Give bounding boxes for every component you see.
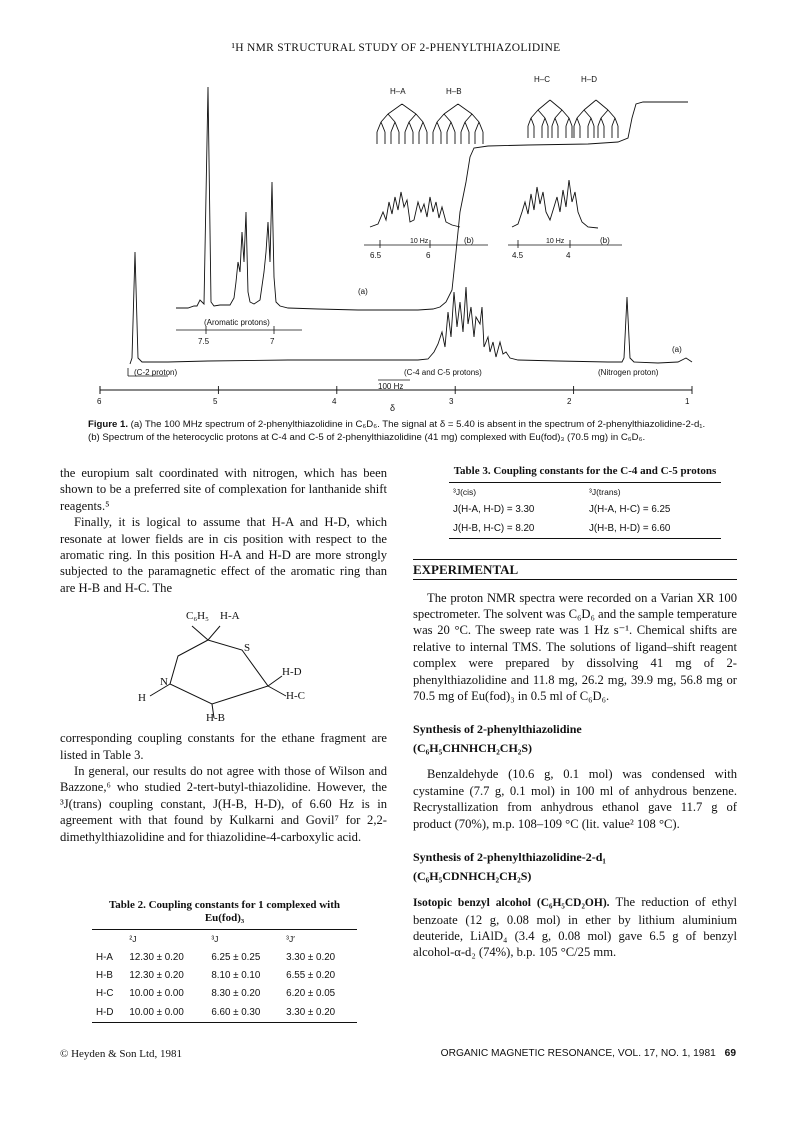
inset-b1-tag: (b): [464, 236, 474, 245]
axis-label-delta: δ: [390, 403, 396, 412]
table-cell: H-A: [96, 951, 113, 963]
nitrogen-label: (Nitrogen proton): [598, 368, 659, 377]
inset-b2-tag: (b): [600, 236, 610, 245]
synthesis-1-paragraph: Benzaldehyde (10.6 g, 0.1 mol) was condensed with cystamine (7.7 g, 0.1 mol) in 100 ml of anhydrous benzene. Recrystallization from anhydrous ethanol gave 11.7 g of product (70%), m.p. 108–109 °C (lit. value² 108 °C).: [413, 767, 737, 831]
right-column: [413, 465, 737, 961]
synthesis-2-text: The reduction of ethyl benzoate (12 g, 0.08 mol) in ether by lithium aluminium deuteride, LiAlD₄ (3.4 g, 0.08 mol) gave 6.5 g of benzyl alcohol-α-d₂ (74%), b.p. 105 °C/25 mm.: [413, 895, 737, 960]
table-3-header: ³J(trans): [589, 487, 621, 497]
table-cell: J(H-A, H-C) = 6.25: [589, 504, 671, 516]
running-head: ¹H NMR STRUCTURAL STUDY OF 2-PHENYLTHIAZOLIDINE: [231, 42, 561, 54]
figure-caption: [88, 419, 708, 444]
table-2-header: ²J: [129, 934, 137, 945]
inset-b1-trace: [370, 192, 460, 227]
struct-c6h5: C₆H₅: [186, 610, 209, 623]
left-paragraph-4: In general, our results do not agree with those of Wilson and Bazzone,⁶ who studied 2-tert-butyl-thiazolidine. However, the ³J(trans) coupling constant, J(H-B, H-D), of 6.60 Hz is in agreement with that found by Kulkarni and Govil⁷ for 2,2-dimethylthiazolidine and for thiazolidine-4-carboxylic acid.: [60, 764, 387, 844]
inset-b2-trace: [512, 180, 598, 228]
page-number: 69: [724, 1048, 736, 1059]
table-cell: 8.30 ± 0.20: [211, 988, 261, 1000]
splitting-tree-ha: [377, 104, 427, 144]
table-row: [449, 520, 721, 539]
aromatic-label: (Aromatic protons): [204, 318, 270, 327]
table-cell: 12.30 ± 0.20: [129, 951, 184, 963]
footer-copyright: © Heyden & Son Ltd, 1981: [60, 1048, 183, 1060]
experimental-heading-block: [413, 559, 737, 579]
inset-b1-hz: 10 Hz: [410, 238, 429, 245]
table-3-title: Table 3. Coupling constants for the C-4 and C-5 protons: [453, 465, 717, 477]
table-2-title: Table 2. Coupling constants for 1 complexed with Eu(fod)₃: [108, 899, 341, 925]
table-cell: 12.30 ± 0.20: [129, 969, 184, 981]
footer-journal-name: ORGANIC MAGNETIC RESONANCE, VOL. 17, NO. 1, 1981: [440, 1048, 716, 1059]
table-3: [449, 465, 721, 539]
left-paragraph-1: the europium salt coordinated with nitrogen, which has been shown to be a preferred site of complexation for lanthanide shift reagents.⁵: [60, 466, 387, 513]
table-cell: H-C: [96, 988, 114, 1000]
table-cell: H-B: [96, 969, 113, 981]
synthesis-2-formula: (C₆H₅CDNHCH₂CH₂S): [413, 869, 532, 884]
hz100-label: 100 Hz: [378, 382, 404, 391]
table-cell: J(H-A, H-D) = 3.30: [453, 504, 535, 516]
splitting-tree-hb: [433, 104, 483, 144]
trace-a-tag: (a): [358, 287, 368, 296]
table-row: [92, 985, 357, 1003]
struct-hb: H-B: [206, 712, 225, 725]
label-hd: H–D: [581, 75, 598, 84]
table-2-header: [92, 930, 125, 949]
table-cell: H-D: [96, 1006, 114, 1018]
inset-b1-tick-1: 6: [426, 251, 431, 260]
nmr-spectrum-figure: [88, 62, 708, 412]
table-cell: 6.60 ± 0.30: [211, 1006, 261, 1018]
experimental-heading: EXPERIMENTAL: [413, 562, 519, 578]
left-paragraph-2: Finally, it is logical to assume that H-A and H-D, which resonate at lower fields are in cis position with respect to the aromatic ring. In this position H-A and H-D are more strongly subjected to the paramagnetic effect of the aromatic ring than are H-B and H-C. The: [60, 515, 387, 595]
thiazolidine-structure: [60, 604, 387, 725]
table-3-grid: [449, 482, 721, 539]
c4c5-label: (C-4 and C-5 protons): [404, 368, 482, 377]
table-cell: 3.30 ± 0.20: [286, 1006, 336, 1018]
axis-tick-6: 6: [97, 397, 102, 406]
axis-tick-2: 2: [567, 397, 572, 406]
table-row: [92, 967, 357, 985]
struct-h: H: [138, 692, 146, 705]
table-2-header: ³J: [211, 934, 219, 945]
struct-hd: H-D: [282, 666, 302, 679]
splitting-tree-hd: [574, 100, 618, 138]
caption-text: (a) The 100 MHz spectrum of 2-phenylthiazolidine in C₆D₆. The signal at δ = 5.40 is absent in the spectrum of 2-phenylthiazolidine-2-d₁. (b) Spectrum of the heterocyclic protons at C-4 and C-5 of 2-phenylthiazolidine (41 mg) complexed with Eu(fod)₃ (70.5 mg) in C₆D₆.: [88, 419, 706, 443]
table-cell: 8.10 ± 0.10: [211, 969, 261, 981]
synthesis-2-heading: Synthesis of 2-phenylthiazolidine-2-d₁: [413, 850, 606, 865]
label-ha: H–A: [390, 87, 406, 96]
axis-tick-5: 5: [213, 397, 218, 406]
table-cell: 3.30 ± 0.20: [286, 951, 336, 963]
label-hc: H–C: [534, 75, 551, 84]
inset-b2-tick-0: 4.5: [512, 251, 524, 260]
struct-ha: H-A: [220, 610, 240, 623]
table-cell: J(H-B, H-C) = 8.20: [453, 522, 535, 534]
table-2-grid: [92, 929, 357, 1023]
table-cell: 6.20 ± 0.05: [286, 988, 336, 1000]
inset-b2-hz: 10 Hz: [546, 238, 565, 245]
axis-tick-3: 3: [449, 397, 454, 406]
table-row: [449, 501, 721, 519]
struct-n: N: [160, 676, 168, 689]
table-2: [92, 899, 357, 1023]
aromatic-tick-0: 7.5: [198, 337, 210, 346]
c2-label: (C-2 proton): [134, 368, 178, 377]
table-cell: J(H-B, H-D) = 6.60: [589, 522, 671, 534]
table-cell: 6.55 ± 0.20: [286, 969, 336, 981]
trace-b-tag: (a): [672, 345, 682, 354]
inset-b1-tick-0: 6.5: [370, 251, 382, 260]
synthesis-2-paragraph: [413, 894, 737, 961]
trace-a-lower: [130, 252, 692, 364]
trace-a-upper: [176, 87, 358, 310]
experimental-paragraph: The proton NMR spectra were recorded on a Varian XR 100 spectrometer. The solvent was C₆D₆ and the sample temperature was 20 °C. The sweep rate was 1 Hz s⁻¹. Chemical shifts are relative to internal TMS. The solutions of ligand–shift reagent complex were prepared by dissolving 41 mg of 2-phenylthiazolidine and 11.8 mg, 26.2 mg, 39.9 mg, 56.8 mg or 70.5 mg of Eu(fod)₃ in 0.5 ml of C₆D₆.: [413, 590, 737, 704]
axis-tick-4: 4: [332, 397, 337, 406]
struct-s: S: [244, 642, 251, 655]
table-cell: 10.00 ± 0.00: [129, 1006, 184, 1018]
struct-hc: H-C: [286, 690, 305, 703]
axis-tick-1: 1: [685, 397, 690, 406]
table-row: [92, 949, 357, 967]
table-3-header: ³J(cis): [453, 487, 477, 497]
synthesis-1-heading: Synthesis of 2-phenylthiazolidine: [413, 722, 582, 737]
splitting-tree-hc: [528, 100, 572, 138]
left-paragraph-3: corresponding coupling constants for the ethane fragment are listed in Table 3.: [60, 731, 387, 762]
caption-label: Figure 1.: [88, 419, 128, 430]
aromatic-tick-1: 7: [270, 337, 275, 346]
inset-b2-tick-1: 4: [566, 251, 571, 260]
table-row: [92, 1004, 357, 1023]
table-cell: 6.25 ± 0.25: [211, 951, 261, 963]
label-hb: H–B: [446, 87, 462, 96]
table-cell: 10.00 ± 0.00: [129, 988, 184, 1000]
synthesis-2-lead: Isotopic benzyl alcohol (C₆H₅CD₂OH).: [413, 897, 610, 910]
synthesis-1-formula: (C₆H₅CHNHCH₂CH₂S): [413, 741, 533, 756]
left-column: [60, 465, 387, 1023]
table-2-header: ³J′: [286, 934, 295, 945]
footer-journal: [441, 1048, 736, 1059]
